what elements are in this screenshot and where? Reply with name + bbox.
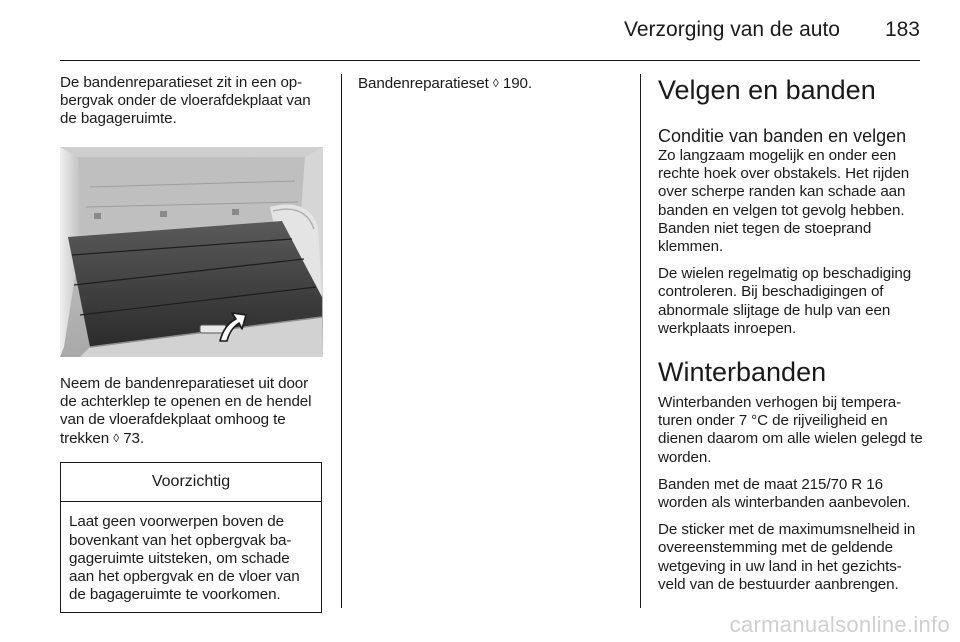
repair-kit-reference — [358, 74, 623, 93]
cargo-floor-illustration — [60, 147, 323, 357]
cross-reference-icon: ◊ — [113, 431, 120, 446]
body-paragraph: Zo langzaam mogelijk en onder een rechte hoek over obstakels. Het rijden over scherpe randen kan schade aan banden en velgen tot gevolg hebben. Banden niet tegen de stoeprand klemmen. — [658, 147, 910, 256]
column-1 — [60, 74, 325, 613]
instruction-paragraph — [60, 375, 325, 449]
body-paragraph: De sticker met de maximumsnelheid in overeenstemming met de geldende wetgeving in uw land in het gezichtsveld van de bestuurder aanbrengen. — [658, 521, 916, 593]
caution-title: Voorzichtig — [61, 463, 321, 502]
caution-text: Laat geen voorwerpen boven de bovenkant van het opbergvak bagageruimte uitsteken, om schade aan het opbergvak en de vloer van de bagageruimte te voorkomen. — [69, 513, 300, 604]
intro-paragraph: De bandenreparatieset zit in een opbergvak onder de vloerafdekplaat van de bagageruimte. — [60, 74, 311, 128]
body-paragraph: Winterbanden verhogen bij temperaturen onder 7 °C de rijveiligheid en dienen daarom om alle wielen gelegd te worden. — [658, 394, 923, 466]
cross-reference-page: 190. — [502, 75, 533, 92]
body-paragraph: De wielen regelmatig op beschadiging controleren. Bij beschadigingen of abnormale slijtage de hulp van een werkplaats inroepen. — [658, 265, 912, 337]
cross-reference-page: 73. — [123, 430, 145, 448]
body-paragraph: Banden met de maat 215/70 R 16 worden als winterbanden aanbevolen. — [658, 475, 911, 512]
section-heading-winter-tyres: Winterbanden — [658, 357, 827, 388]
watermark: carmanualsonline.info — [729, 612, 950, 637]
instruction-text: Neem de bandenreparatieset uit door de achterklep te openen en de hendel van de vloerafdekplaat omhoog te trekken — [60, 374, 312, 448]
page-title: Verzorging van de auto — [624, 18, 840, 41]
column-3 — [658, 74, 924, 603]
page-header — [60, 0, 920, 61]
column-divider-1 — [341, 74, 342, 608]
column-divider-2 — [640, 74, 641, 608]
section-heading-wheels-tyres: Velgen en banden — [658, 75, 876, 105]
caution-body — [61, 502, 321, 612]
cross-reference-icon: ◊ — [492, 76, 499, 90]
subheading-condition: Conditie van banden en velgen — [658, 126, 907, 146]
page-number: 183 — [884, 18, 920, 41]
caution-box — [60, 462, 322, 613]
column-2 — [358, 74, 623, 102]
repair-kit-text: Bandenreparatieset — [358, 75, 489, 92]
